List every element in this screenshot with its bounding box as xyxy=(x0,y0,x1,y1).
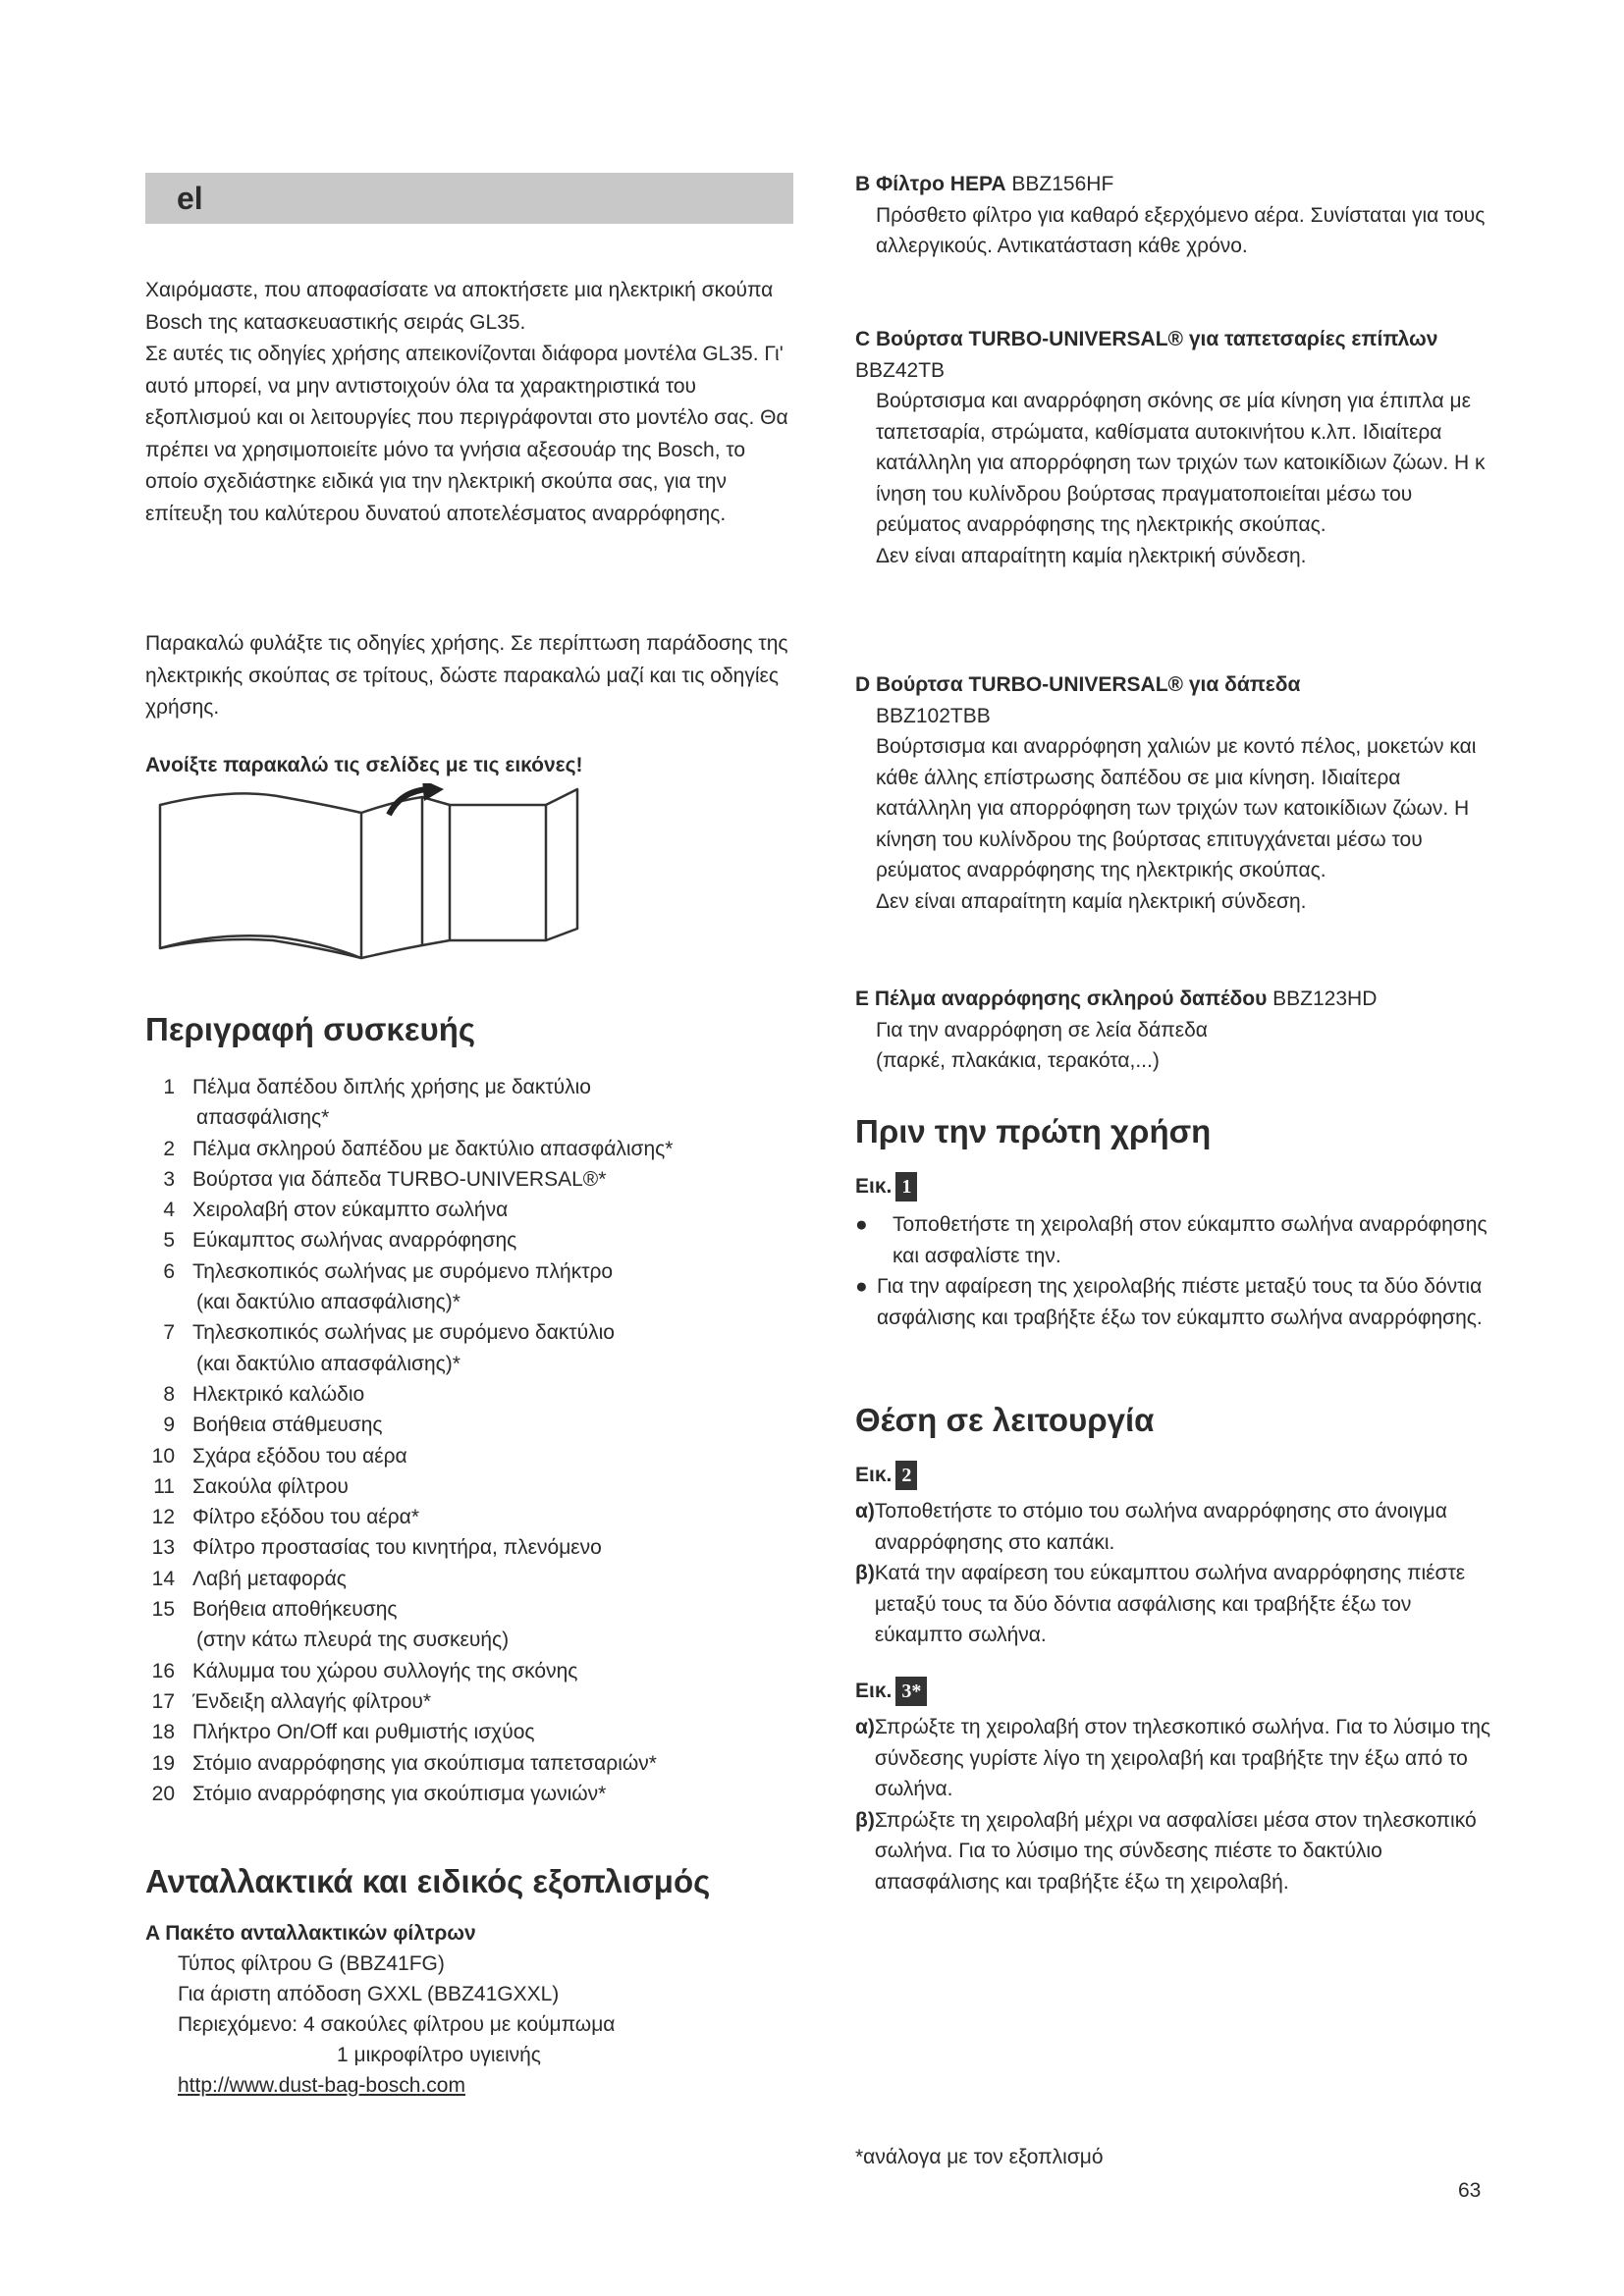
figure-number-badge: 1 xyxy=(895,1172,917,1201)
list-item: β) Σπρώξτε τη χειρολαβή μέχρι να ασφαλίσει μέσα στον τηλεσκοπικό σωλήνα. Για το λύσιμο της σύνδεσης πιέστε το δακτύλιο απασφάλισης και τραβήξτε έξω τη χειρολαβή. xyxy=(855,1808,1477,1894)
spare-c-heading: C Βούρτσα TURBO-UNIVERSAL® για ταπετσαρίες επίπλων xyxy=(855,328,1438,350)
list-item: 9 Βοήθεια στάθμευσης xyxy=(163,1414,383,1437)
list-item: 14 Λαβή μεταφοράς xyxy=(151,1567,347,1590)
open-pages-note: Ανοίξτε παρακαλώ τις σελίδες με τις εικόνες! xyxy=(145,754,583,776)
bullet-icon: ● xyxy=(855,1213,868,1236)
figure-3-reference: Εικ. 3* xyxy=(855,1677,927,1706)
list-item: 12 Φίλτρο εξόδου του αέρα* xyxy=(151,1506,419,1529)
list-item: 11 Σακούλα φίλτρου xyxy=(153,1474,349,1498)
intro-text xyxy=(145,275,793,530)
intro-paragraph-1: Χαιρόμαστε, που αποφασίσατε να αποκτήσετε μια ηλεκτρική σκούπα Bosch της κατασκευαστικής σειράς GL35. xyxy=(145,279,774,334)
list-item: 15 Βοήθεια αποθήκευσης xyxy=(151,1598,398,1622)
fold-out-pages-illustration xyxy=(155,783,587,960)
list-item: 10 Σχάρα εξόδου του αέρα xyxy=(151,1444,407,1468)
spare-a-line: Τύπος φίλτρου G (BBZ41FG) xyxy=(178,1952,445,1975)
list-item: ● Για την αφαίρεση της χειρολαβής πιέστε μεταξύ τους τα δύο δόντια ασφάλισης και τραβήξτε έξω τον εύκαμπτο σωλήνα αναρρόφησης. xyxy=(855,1271,1493,1333)
list-item: 6 Τηλεσκοπικός σωλήνας με συρόμενο πλήκτρο xyxy=(163,1259,614,1283)
spare-c-note: Δεν είναι απαραίτητη καμία ηλεκτρική σύνδεση. xyxy=(876,544,1307,567)
spare-b-section xyxy=(855,169,1493,262)
figure-number-badge: 3* xyxy=(895,1677,927,1706)
figure-number-badge: 2 xyxy=(895,1461,917,1490)
list-item: 18 Πλήκτρο On/Off και ρυθμιστής ισχύος xyxy=(151,1721,535,1744)
page-number: 63 xyxy=(1458,2179,1482,2202)
spare-b-model: BBZ156HF xyxy=(1011,173,1114,195)
operation-title: Θέση σε λειτουργία xyxy=(855,1402,1155,1438)
intro-text-2 xyxy=(145,628,793,724)
list-item: 16 Κάλυμμα του χώρου συλλογής της σκόνης xyxy=(151,1659,578,1682)
list-item: β) Κατά την αφαίρεση του εύκαμπτου σωλήνα αναρρόφησης πιέστε μεταξύ τους τα δύο δόντια ασφάλισης και τραβήξτε έξω τον εύκαμπτο σωλήνα. xyxy=(855,1562,1466,1646)
spare-parts-section xyxy=(145,1918,793,2101)
language-header xyxy=(145,173,793,224)
spare-c-model: BBZ42TB xyxy=(855,358,946,382)
list-item-continuation: απασφάλισης* xyxy=(196,1106,330,1130)
spare-b-text: Πρόσθετο φίλτρο για καθαρό εξερχόμενο αέρα. Συνίσταται για τους αλλεργικούς. Αντικατάσταση κάθε χρόνο. xyxy=(876,203,1486,257)
figure-1-reference: Εικ. 1 xyxy=(855,1172,917,1201)
list-item: ● Τοποθετήστε τη χειρολαβή στον εύκαμπτο σωλήνα αναρρόφησης και ασφαλίστε την. xyxy=(855,1209,1493,1271)
spare-e-heading: E Πέλμα αναρρόφησης σκληρού δαπέδου xyxy=(855,988,1268,1010)
list-item: α) Τοποθετήστε το στόμιο του σωλήνα αναρρόφησης στο άνοιγμα αναρρόφησης στο καπάκι. xyxy=(855,1500,1447,1554)
spare-parts-title: Ανταλλακτικά και ειδικός εξοπλισμός xyxy=(145,1863,711,1899)
list-item-continuation: (στην κάτω πλευρά της συσκευής) xyxy=(196,1629,510,1652)
figure-2-reference: Εικ. 2 xyxy=(855,1461,917,1490)
list-item: 2 Πέλμα σκληρού δαπέδου με δακτύλιο απασφάλισης* xyxy=(163,1137,674,1160)
spare-a-line: Περιεχόμενο: 4 σακούλες φίλτρου με κούμπωμα xyxy=(178,2013,616,2036)
spare-e-line: Για την αναρρόφηση σε λεία δάπεδα xyxy=(876,1018,1208,1041)
language-code: el xyxy=(177,181,203,216)
dust-bag-link[interactable]: http://www.dust-bag-bosch.com xyxy=(178,2074,465,2097)
spare-c-text: Βούρτσισμα και αναρρόφηση σκόνης σε μία κίνηση για έπιπλα με ταπετσαρία, στρώματα, καθίσματα αυτοκινήτου κ.λπ. Ιδιαίτερα κατάλληλη για απορρόφηση των τριχών των κατοικίδιων ζώων. Η κ ίνηση του κυλίνδρου βούρτσας πραγματοποιείται μέσω του ρεύματος αναρρόφησης της ηλεκτρικής σκούπας. xyxy=(876,390,1486,536)
list-item-continuation: (και δακτύλιο απασφάλισης)* xyxy=(196,1352,460,1375)
footnote: *ανάλογα με τον εξοπλισμό xyxy=(855,2146,1104,2168)
spare-d-note: Δεν είναι απαραίτητη καμία ηλεκτρική σύνδεση. xyxy=(876,889,1307,913)
spare-e-section xyxy=(855,984,1493,1077)
list-item: 4 Χειρολαβή στον εύκαμπτο σωλήνα xyxy=(163,1199,509,1222)
spare-a-heading: A Πακέτο ανταλλακτικών φίλτρων xyxy=(145,1922,476,1945)
spare-a-line: Για άριστη απόδοση GXXL (BBZ41GXXL) xyxy=(178,1983,560,2005)
list-item: 8 Ηλεκτρικό καλώδιο xyxy=(163,1382,365,1406)
spare-d-section xyxy=(855,669,1493,917)
spare-e-line: (παρκέ, πλακάκια, τερακότα,...) xyxy=(876,1049,1160,1072)
spare-d-text: Βούρτσισμα και αναρρόφηση χαλιών με κοντό πέλος, μοκετών και κάθε άλλης επίστρωσης δαπέδου σε μια κίνηση. Ιδιαίτερα κατάλληλη για απορρόφηση των τριχών των κατοικίδιων ζώων. Η κίνηση του κυλίνδρου της βούρτσας επιτυγχάνεται μέσω του ρεύματος αναρρόφησης της ηλεκτρικής σκούπας. xyxy=(876,735,1477,881)
first-use-steps xyxy=(855,1209,1493,1333)
list-item: 20 Στόμιο αναρρόφησης για σκούπισμα γωνιών* xyxy=(151,1782,607,1805)
list-item: 1 Πέλμα δαπέδου διπλής χρήσης με δακτύλιο xyxy=(163,1076,591,1098)
component-list xyxy=(145,1072,813,1809)
figure-2-steps xyxy=(855,1496,1493,1651)
bullet-icon: ● xyxy=(855,1275,868,1298)
list-item: α) Σπρώξτε τη χειρολαβή στον τηλεσκοπικό σωλήνα. Για το λύσιμο της σύνδεσης γυρίστε λίγο τη χειρολαβή και τραβήξτε την έξω από το σωλήνα. xyxy=(855,1716,1490,1800)
spare-c-section xyxy=(855,324,1493,571)
spare-d-model: BBZ102TBB xyxy=(876,704,991,727)
spare-e-model: BBZ123HD xyxy=(1272,988,1378,1010)
list-item: 3 Βούρτσα για δάπεδα TURBO-UNIVERSAL®* xyxy=(163,1167,607,1191)
spare-d-heading: D Βούρτσα TURBO-UNIVERSAL® για δάπεδα xyxy=(855,673,1301,696)
first-use-title: Πριν την πρώτη χρήση xyxy=(855,1113,1212,1149)
list-item: 17 Ένδειξη αλλαγής φίλτρου* xyxy=(151,1689,432,1713)
device-description-title: Περιγραφή συσκευής xyxy=(145,1011,476,1047)
spare-a-line: 1 μικροφίλτρο υγιεινής xyxy=(337,2044,541,2066)
intro-paragraph-3: Παρακαλώ φυλάξτε τις οδηγίες χρήσης. Σε περίπτωση παράδοσης της ηλεκτρικής σκούπας σε τρίτους, δώστε παρακαλώ μαζί και τις οδηγίες χρήσης. xyxy=(145,632,788,719)
intro-paragraph-2: Σε αυτές τις οδηγίες χρήσης απεικονίζονται διάφορα μοντέλα GL35. Γι' αυτό μπορεί, να μην αντιστοιχούν όλα τα χαρακτηριστικά του εξοπλισμού και οι λειτουργίες που περιγράφονται στο μοντέλο σας. Θα πρέπει να χρησιμοποιείτε μόνο τα γνήσια αξεσουάρ της Bosch, το οποίο σχεδιάστηκε ειδικά για την ηλεκτρική σκούπα σας, για την επίτευξη του καλύτερου δυνατού αποτελέσματος αναρρόφησης. xyxy=(145,343,788,525)
list-item: 7 Τηλεσκοπικός σωλήνας με συρόμενο δακτύλιο xyxy=(163,1321,615,1345)
figure-3-steps xyxy=(855,1712,1493,1897)
list-item: 5 Εύκαμπτος σωλήνας αναρρόφησης xyxy=(163,1229,517,1253)
list-item: 19 Στόμιο αναρρόφησης για σκούπισμα ταπετσαριών* xyxy=(151,1751,657,1775)
list-item-continuation: (και δακτύλιο απασφάλισης)* xyxy=(196,1291,460,1314)
spare-b-heading: B Φίλτρο HEPA xyxy=(855,173,1006,195)
list-item: 13 Φίλτρο προστασίας του κινητήρα, πλενόμενο xyxy=(151,1536,602,1560)
